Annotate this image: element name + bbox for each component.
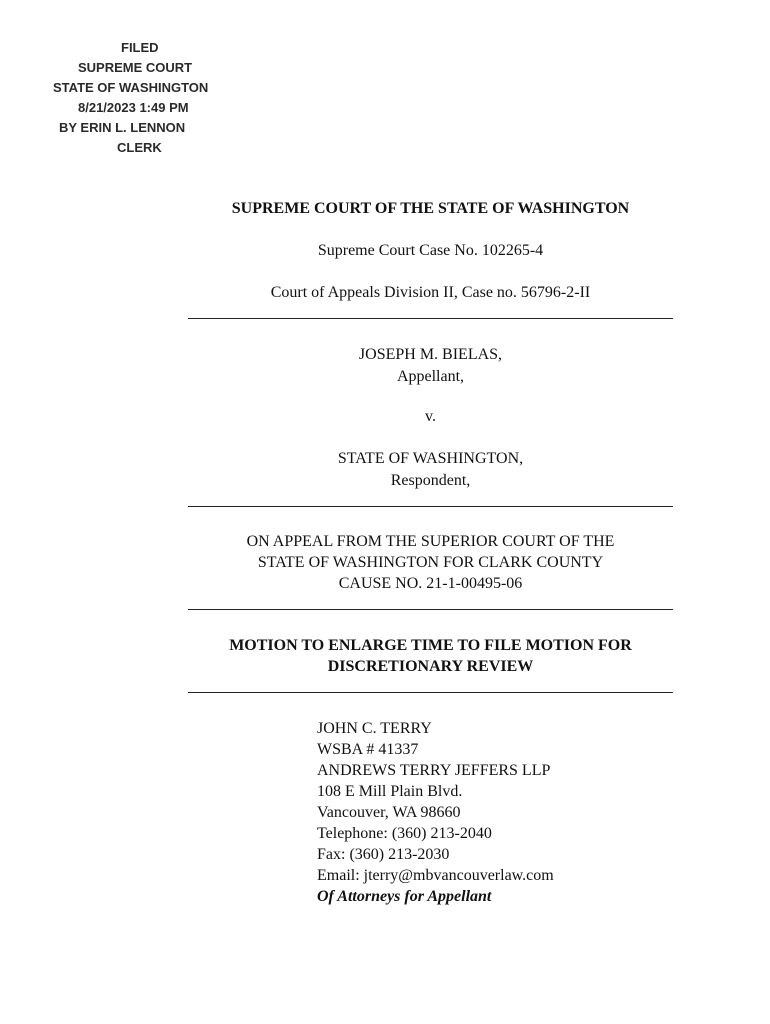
appeals-case-number: Court of Appeals Division II, Case no. 56796-2-II [270,284,591,301]
divider [188,506,673,507]
divider [188,318,673,319]
appeal-cause-number: CAUSE NO. 21-1-00495-06 [338,575,523,592]
attorney-telephone: Telephone: (360) 213-2040 [317,825,492,842]
attorney-address-1: 108 E Mill Plain Blvd. [317,783,463,800]
filing-stamp [40,38,240,158]
attorney-email: Email: jterry@mbvancouverlaw.com [317,867,554,884]
motion-title-line-2: DISCRETIONARY REVIEW [327,658,534,675]
appellant-role: Appellant, [396,368,465,385]
attorney-firm: ANDREWS TERRY JEFFERS LLP [317,762,551,779]
attorney-wsba: WSBA # 41337 [317,741,419,758]
stamp-filed: FILED [121,40,159,55]
attorney-fax: Fax: (360) 213-2030 [317,846,450,863]
attorney-name: JOHN C. TERRY [317,720,432,737]
motion-title-line-1: MOTION TO ENLARGE TIME TO FILE MOTION FOR [229,637,632,654]
stamp-clerk: CLERK [117,140,162,155]
stamp-datetime: 8/21/2023 1:49 PM [78,100,189,115]
appeal-line-1: ON APPEAL FROM THE SUPERIOR COURT OF THE [246,533,615,550]
respondent-role: Respondent, [390,472,471,489]
stamp-state: STATE OF WASHINGTON [53,80,209,95]
stamp-by: BY ERIN L. LENNON [59,120,186,135]
attorney-address-2: Vancouver, WA 98660 [317,804,461,821]
court-title: SUPREME COURT OF THE STATE OF WASHINGTON [231,200,630,217]
stamp-court: SUPREME COURT [78,60,193,75]
respondent-name: STATE OF WASHINGTON, [337,450,524,467]
attorney-role: Of Attorneys for Appellant [317,888,492,905]
divider [188,692,673,693]
supreme-case-number: Supreme Court Case No. 102265-4 [317,242,544,259]
versus: v. [425,408,436,425]
attorney-block [317,718,554,907]
appellant-name: JOSEPH M. BIELAS, [358,346,503,363]
divider [188,609,673,610]
appeal-line-2: STATE OF WASHINGTON FOR CLARK COUNTY [257,554,604,571]
